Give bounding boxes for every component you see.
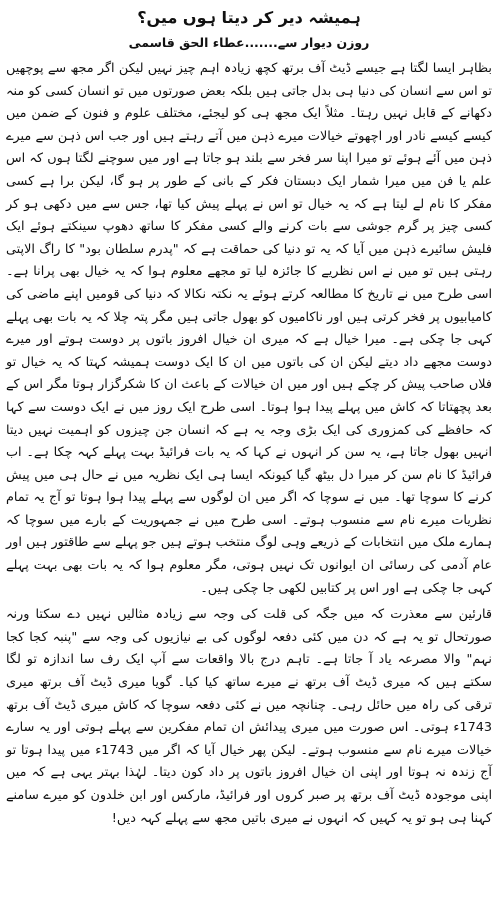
article-byline: روزن دیوار سے.......عطاء الحق قاسمی [128, 35, 370, 50]
article-paragraph: قارئین سے معذرت کہ میں جگہ کی قلت کی وجہ سے زیادہ مثالیں نہیں دے سکتا ورنہ صورتحال تو یہ ہے کہ دن میں کئی دفعہ لوگوں کی بے نیازیوں کی وجہ سے "پنبہ کجا کجا نہم" والا مصرعہ یاد آ جاتا ہے۔ تاہم درج بالا واقعات سے آپ ایک رف سا اندازہ تو لگا سکتے ہیں کہ میری ڈیٹ آف برتھ نے میرے ساتھ کیا کیا۔ گویا میری ڈیٹ آف برتھ میری ترقی کی راہ میں حائل رہی۔ چنانچہ میں نے کئی دفعہ سوچا کہ کاش میری ڈیٹ آف برتھ 1743ء ہوتی۔ اس صورت میں میری پیدائش ان تمام مفکرین سے پہلے ہوتی اور یہ سارے خیالات میرے نام سے منسوب ہوتے۔ لیکن پھر خیال آیا کہ اگر میں 1743ء میں پیدا ہوتا تو آج زندہ نہ ہوتا اور اپنی ان خیال افروز باتوں پر داد کون دیتا۔ لہٰذا بہتر یہی ہے کہ میں اپنی موجودہ ڈیٹ آف برتھ پر صبر کروں اور فرائیڈ، مارکس اور ابن خلدون کو میرے سامنے کہنا ہی ہو تو یہ کہیں کہ انہوں نے میری باتیں مجھ سے پہلے کہہ دیں! [6, 607, 492, 826]
article-headline: ہمیشہ دیر کر دیتا ہوں میں؟ [137, 8, 361, 27]
article-paragraph: بظاہر ایسا لگتا ہے جیسے ڈیٹ آف برتھ کچھ زیادہ اہم چیز نہیں لیکن اگر مجھ سے پوچھیں تو اس سے انسان کی دنیا ہی بدل جاتی ہیں بلکہ بعض صورتوں میں تو انسان کسی کو منہ دکھانے کے قابل نہیں رہتا۔ مثلاً ایک مجھ ہی کو لیجئے، مختلف علوم و فنون کے ضمن میں کیسے کیسے نادر اور اچھوتے خیالات میرے ذہن میں آتے رہتے ہیں اور جب اس ذہن سے میرے ذہن میں آئے ہوئے تو میرا اپنا سر فخر سے بلند ہو جاتا ہے اور میں سوچنے لگتا ہوں کہ اس علم یا فن میں میرا شمار ایک دبستان فکر کے بانی کے طور پر ہو گا، لیکن برا ہے کسی مفکر کا نام لے لیتا ہے کہ یہ خیال تو اس نے پہلے پیش کیا تھا، جس سے میں دکھی ہو کر کسی چیز پر گرم جوشی سے بات کرنے والے کسی مفکر کا ساتھ دھوپ سینکتے ہوئے ایک فلیش سائیرے ذہن میں آیا کہ یہ تو دنیا کی حماقت ہے کہ "پدرم سلطان بود" کا راگ الاپتی رہتی ہیں تو میں نے اس نظریے کا جائزہ لیا تو مجھے معلوم ہوا کہ یہ خیال بھی پرانا ہے۔ اسی طرح میں نے تاریخ کا مطالعہ کرتے ہوئے یہ نکتہ نکالا کہ دنیا کی قومیں اپنے ماضی کی کامیابیوں پر فخر کرتی ہیں اور ناکامیوں کو بھول جاتی ہیں مگر پتہ چلا کہ یہ بات بھی پہلے کہی جا چکی ہے۔ میرا خیال ہے کہ میری ان خیال افروز باتوں پر دوست ہوتے اور میرے دوست مجھے داد دیتے لیکن ان کی باتوں میں ان کا ایک دوست ہمیشہ کہتا کہ یہ خیال تو فلاں صاحب پیش کر چکے ہیں اور میں ان خیالات کے باعث ان کا شکرگزار ہوتا مگر اس کے بعد پچھتاتا کہ کاش میں پہلے پیدا ہوا ہوتا۔ اسی طرح ایک روز میں نے ایک دوست سے کہا کہ حافظے کی کمزوری کی ایک بڑی وجہ یہ ہے کہ انسان جن چیزوں کو اہمیت نہیں دیتا انہیں بھول جاتا ہے، یہ سن کر انہوں نے کہا کہ یہ بات فرائیڈ بہت پہلے کہہ چکا ہے۔ اب فرائیڈ کا نام سن کر میرا دل بیٹھ گیا کیونکہ ایسا ہی ایک نظریہ میں نے حال ہی میں پیش کرنے کا سوچا تھا۔ میں نے سوچا کہ اگر میں ان لوگوں سے پہلے پیدا ہوا ہوتا تو آج یہ تمام نظریات میرے نام سے منسوب ہوتے۔ اسی طرح میں نے جمہوریت کے بارے میں سوچا کہ ہمارے ملک میں انتخابات کے ذریعے وہی لوگ منتخب ہوتے ہیں جو پہلے سے طاقتور ہیں اور عام آدمی کی رسائی ان ایوانوں تک نہیں ہوتی، مگر معلوم ہوا کہ یہ بات بھی بہت پہلے کہی جا چکی ہے اور اس پر کتابیں لکھی جا چکی ہیں۔ [6, 61, 492, 596]
